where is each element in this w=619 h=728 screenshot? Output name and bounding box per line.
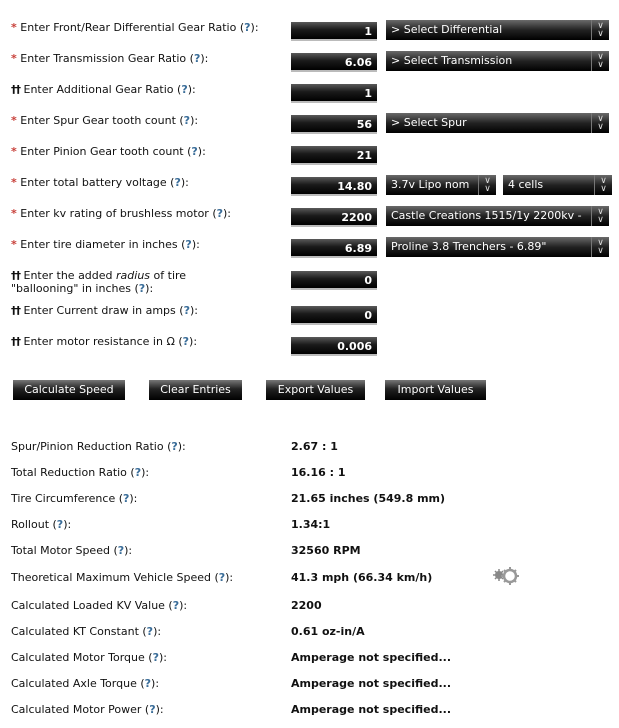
battery-type-select[interactable] [386,175,496,195]
result-label [11,518,71,531]
result-label [11,625,161,638]
label-battery-voltage [11,176,189,189]
tire-ballooning-input[interactable]: 0 [291,271,377,290]
help-link[interactable]: ? [181,83,188,96]
label-suffix: ): [225,571,234,584]
calculate-speed-button[interactable]: Calculate Speed [13,380,125,400]
result-value: Amperage not specified... [291,703,451,716]
help-link[interactable]: ? [244,21,251,34]
label-motor-resistance [11,335,197,348]
result-value: 2.67 : 1 [291,440,338,453]
label-text: Calculated Loaded KV Value ( [11,599,173,612]
label-text: Spur/Pinion Reduction Ratio ( [11,440,172,453]
label-suffix: ): [190,114,199,127]
result-value: 32560 RPM [291,544,361,557]
help-link[interactable]: ? [144,677,152,690]
select-value: > Select Transmission [391,54,513,67]
export-values-button[interactable]: Export Values [266,380,365,400]
result-label [11,492,137,505]
help-link[interactable]: ? [193,52,201,65]
help-link[interactable]: ? [134,466,142,479]
label-suffix: ): [197,145,206,158]
label-suffix: ): [179,599,188,612]
label-text: Total Reduction Ratio ( [11,466,135,479]
double-chevron-down-icon: ∨ ∨ [594,175,612,195]
optional-marker: †† [11,269,20,282]
label-pinion-count [11,145,206,158]
optional-marker: †† [11,83,20,96]
differential-select[interactable] [386,20,609,40]
result-value: 0.61 oz-in/A [291,625,365,638]
select-value: Proline 3.8 Trenchers - 6.89" [391,240,547,253]
cells-select[interactable] [503,175,612,195]
label-text: Enter tire diameter in inches ( [20,238,186,251]
result-label [11,703,164,716]
import-values-button[interactable]: Import Values [385,380,486,400]
battery-voltage-input[interactable]: 14.80 [291,177,377,196]
label-text: Calculated Motor Torque ( [11,651,153,664]
label-kv-rating [11,207,231,220]
tire-diameter-input[interactable]: 6.89 [291,239,377,258]
double-chevron-down-icon: ∨ ∨ [591,237,609,257]
label-suffix: ): [124,544,133,557]
result-label [11,571,233,584]
label-suffix: ): [158,651,167,664]
label-suffix: ): [200,52,209,65]
required-marker: * [11,145,17,158]
label-text: Enter Spur Gear tooth count ( [20,114,184,127]
label-text: Enter total battery voltage ( [20,176,175,189]
label-suffix: ): [63,518,72,531]
double-chevron-down-icon: ∨ ∨ [591,113,609,133]
label-text: Enter Current draw in amps ( [23,304,184,317]
label-transmission-ratio [11,52,208,65]
help-link[interactable]: ? [171,440,178,453]
current-draw-input[interactable]: 0 [291,306,377,325]
help-link[interactable]: ? [183,114,191,127]
label-suffix: ): [151,677,160,690]
result-label [11,466,149,479]
help-link[interactable]: ? [182,335,190,348]
help-link[interactable]: ? [138,282,146,295]
label-suffix: ): [187,83,196,96]
required-marker: * [11,21,17,34]
label-text: Rollout ( [11,518,57,531]
clear-entries-button[interactable]: Clear Entries [149,380,242,400]
label-differential-ratio [11,21,259,34]
label-text: Enter Additional Gear Ratio ( [23,83,182,96]
label-text: Tire Circumference ( [11,492,123,505]
spur-count-input[interactable]: 56 [291,115,377,134]
help-link[interactable]: ? [117,544,125,557]
double-chevron-down-icon: ∨ ∨ [591,51,609,71]
result-value: 41.3 mph (66.34 km/h) [291,571,433,584]
label-text: Calculated Motor Power ( [11,703,150,716]
label-suffix: ): [180,176,189,189]
double-chevron-down-icon: ∨ ∨ [478,175,496,195]
label-text: Theoretical Maximum Vehicle Speed ( [11,571,219,584]
result-value: 1.34:1 [291,518,331,531]
label-current-draw [11,304,198,317]
optional-marker: †† [11,304,20,317]
label-suffix: ): [141,466,150,479]
help-link[interactable]: ? [172,599,180,612]
double-chevron-down-icon: ∨ ∨ [591,20,609,40]
label-spur-count [11,114,198,127]
select-value: 4 cells [508,178,544,191]
result-value: Amperage not specified... [291,677,451,690]
label-text: Enter Transmission Gear Ratio ( [20,52,194,65]
label-text: Enter the added [23,269,117,282]
transmission-select[interactable] [386,51,609,71]
double-chevron-down-icon: ∨ ∨ [591,206,609,226]
result-value: 2200 [291,599,322,612]
result-label [11,544,132,557]
required-marker: * [11,52,17,65]
result-label [11,440,186,453]
select-value: Castle Creations 1515/1y 2200kv - [391,209,582,222]
label-suffix: ): [145,282,154,295]
label-suffix: ): [191,238,200,251]
pinion-count-input[interactable]: 21 [291,146,377,165]
result-value: Amperage not specified... [291,651,451,664]
label-suffix: ): [250,21,259,34]
label-text: Calculated Axle Torque ( [11,677,145,690]
result-label [11,651,167,664]
result-value: 16.16 : 1 [291,466,346,479]
result-label [11,677,159,690]
required-marker: * [11,238,17,251]
label-suffix: ): [129,492,138,505]
label-emphasis: radius [116,269,151,282]
optional-marker: †† [11,335,20,348]
label-suffix: ): [223,207,231,220]
motor-resistance-input[interactable]: 0.006 [291,337,377,356]
select-value: 3.7v Lipo nom [391,178,470,191]
help-link[interactable]: ? [152,651,159,664]
spur-select[interactable] [386,113,609,133]
help-link[interactable]: ? [56,518,64,531]
label-text: "ballooning" in inches ( [11,282,139,295]
label-text: Calculated KT Constant ( [11,625,147,638]
kv-rating-input[interactable]: 2200 [291,208,377,227]
tire-select[interactable] [386,237,609,257]
label-suffix: ): [153,625,162,638]
label-text: Enter kv rating of brushless motor ( [20,207,217,220]
label-additional-ratio [11,83,196,96]
help-link[interactable]: ? [218,571,226,584]
select-value: > Select Spur [391,116,467,129]
gear-icon [493,566,520,586]
help-link[interactable]: ? [123,492,130,505]
help-link[interactable]: ? [146,625,154,638]
label-suffix: ): [189,335,198,348]
label-text: Enter motor resistance in Ω ( [23,335,183,348]
result-value: 21.65 inches (549.8 mm) [291,492,446,505]
help-link[interactable]: ? [149,703,156,716]
help-link[interactable]: ? [216,207,223,220]
label-text: Enter Pinion Gear tooth count ( [20,145,192,158]
label-suffix: ): [177,440,186,453]
required-marker: * [11,176,17,189]
transmission-ratio-input[interactable]: 6.06 [291,53,377,72]
differential-ratio-input[interactable]: 1 [291,22,377,41]
help-link[interactable]: ? [191,145,198,158]
additional-ratio-input[interactable]: 1 [291,84,377,103]
required-marker: * [11,114,17,127]
label-suffix: ): [155,703,164,716]
label-suffix: ): [189,304,198,317]
motor-select[interactable] [386,206,609,226]
label-text: Enter Front/Rear Differential Gear Ratio ( [20,21,245,34]
label-text: of tire [150,269,187,282]
result-label [11,599,187,612]
required-marker: * [11,207,17,220]
help-link[interactable]: ? [183,304,190,317]
help-link[interactable]: ? [185,238,192,251]
select-value: > Select Differential [391,23,503,36]
help-link[interactable]: ? [174,176,181,189]
label-tire-diameter [11,238,200,251]
label-tire-ballooning [11,269,186,295]
label-text: Total Motor Speed ( [11,544,118,557]
